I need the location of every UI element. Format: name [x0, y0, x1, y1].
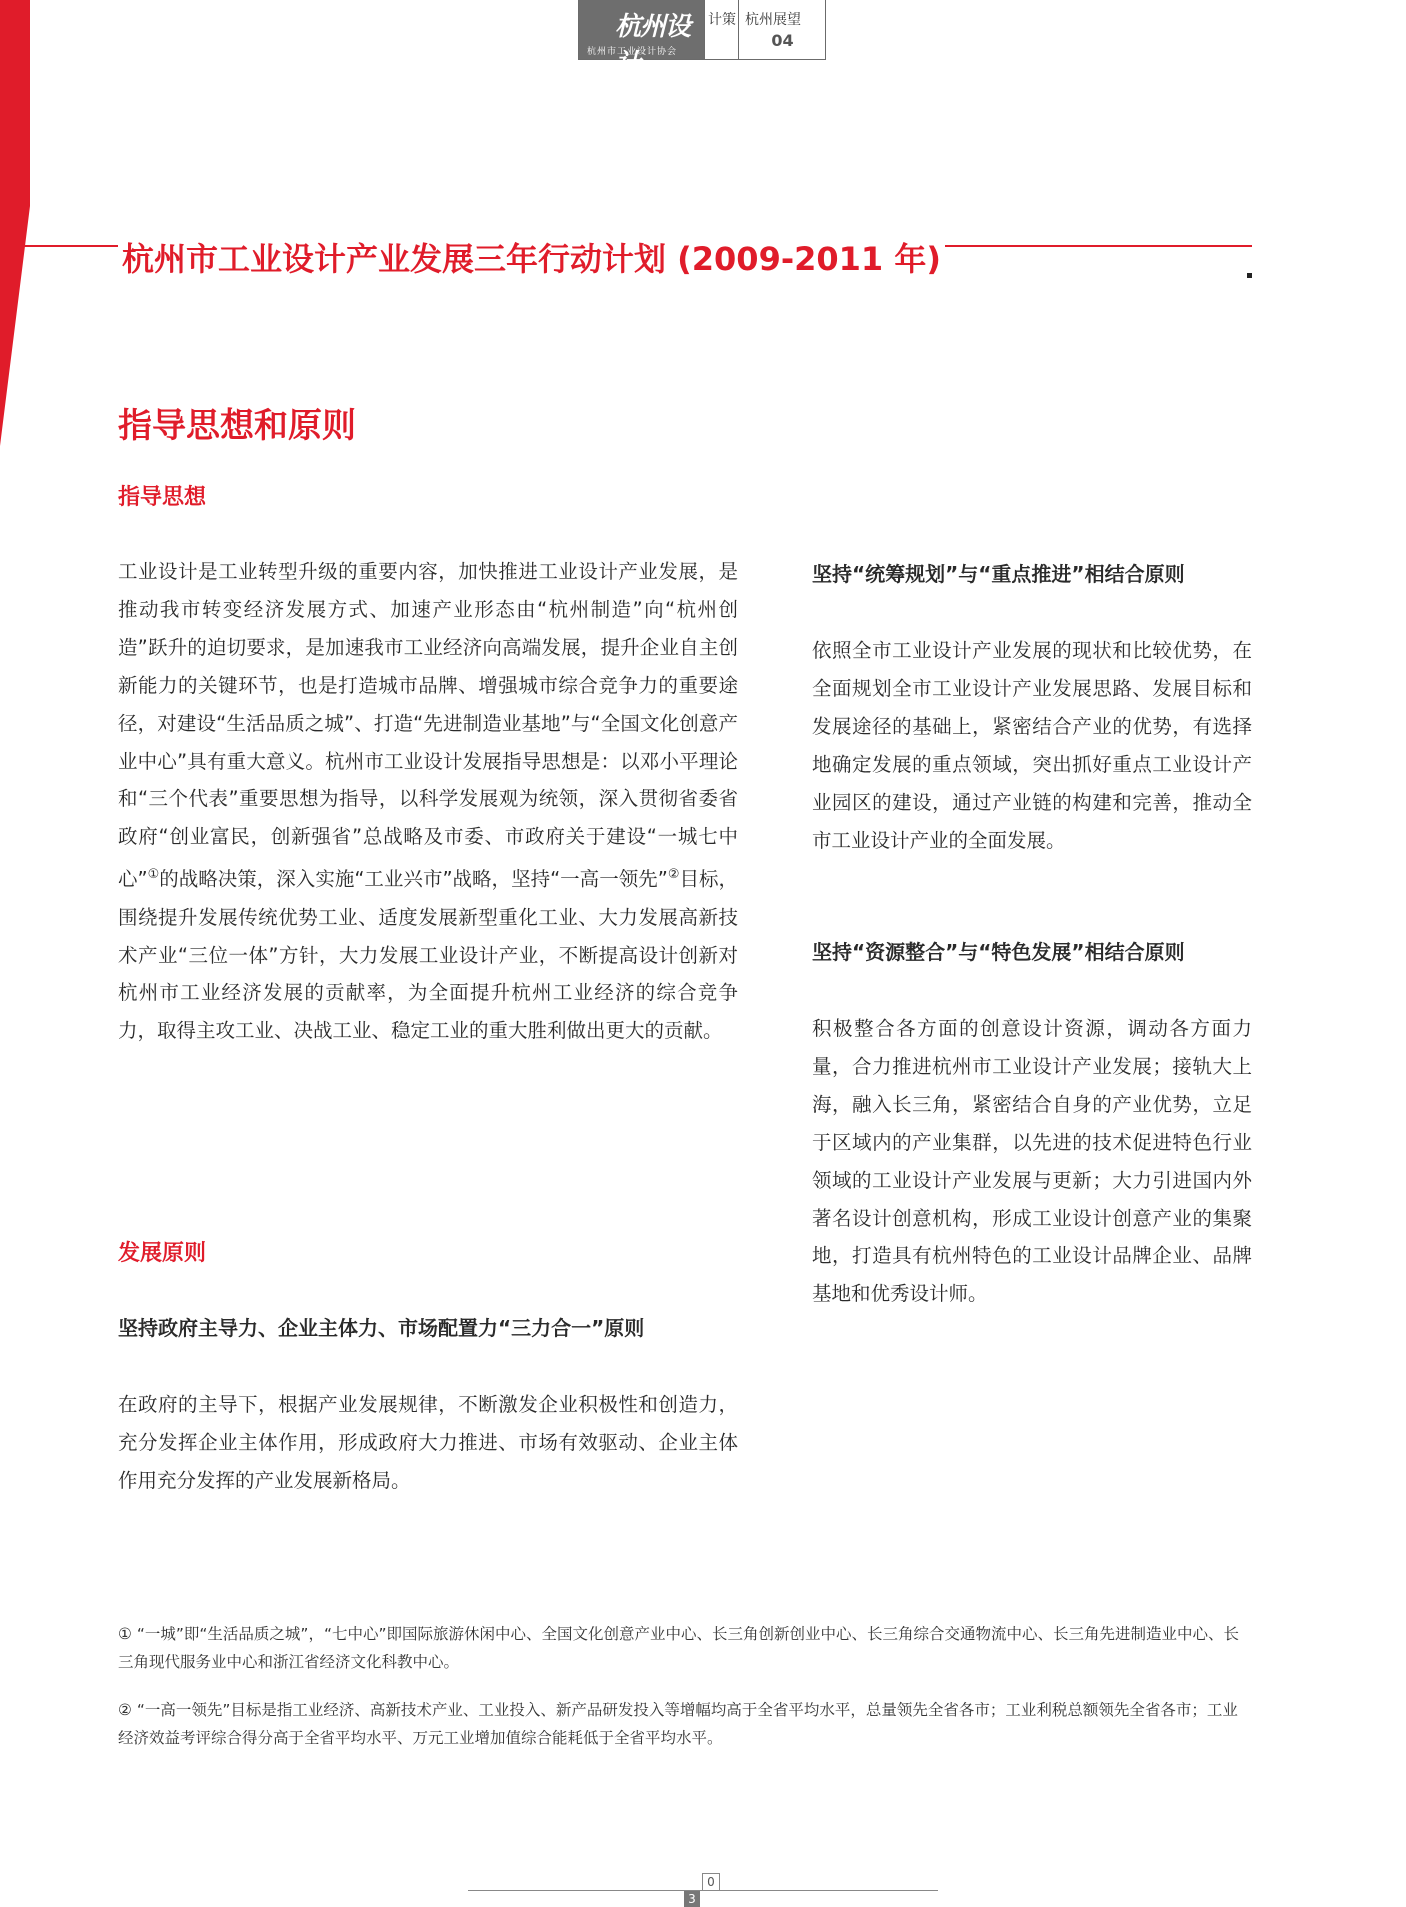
page-number-digit-1: 0 [702, 1873, 720, 1891]
principle-1-title: 坚持政府主导力、企业主体力、市场配置力“三力合一”原则 [118, 1316, 645, 1340]
magazine-logo [579, 0, 704, 79]
header-column-label [704, 0, 739, 59]
section-title: 指导思想和原则 [118, 406, 356, 446]
issue-number: 04 [771, 31, 794, 50]
principle-3-text: 积极整合各方面的创意设计资源，调动各方面力量，合力推进杭州市工业设计产业发展；接轨大上海，融入长三角，紧密结合自身的产业优势，立足于区域内的产业集群，以先进的技术促进特色行业领域的工业设计产业发展与更新；大力引进国内外著名设计创意机构，形成工业设计创意产业的集聚地，打造具有杭州特色的工业设计品牌企业、品牌基地和优秀设计师。 [812, 1017, 1252, 1306]
principle-1-text: 在政府的主导下，根据产业发展规律，不断激发企业积极性和创造力，充分发挥企业主体作用，形成政府大力推进、市场有效驱动、企业主体作用充分发挥的产业发展新格局。 [118, 1393, 738, 1492]
principle-2-title: 坚持“统筹规划”与“重点推进”相结合原则 [812, 562, 1185, 586]
principle-3-title: 坚持“资源整合”与“特色发展”相结合原则 [812, 940, 1185, 964]
guiding-text-part3: 目标，围绕提升发展传统优势工业、适度发展新型重化工业、大力发展高新技术产业“三位一体”方针，大力发展工业设计产业，不断提高设计创新对杭州市工业经济发展的贡献率，为全面提升杭州工业经济的综合竞争力，取得主攻工业、决战工业、稳定工业的重大胜利做出更大的贡献。 [118, 867, 738, 1043]
guiding-text-part1: 工业设计是工业转型升级的重要内容，加快推进工业设计产业发展，是推动我市转变经济发展方式、加速产业形态由“杭州制造”向“杭州创造”跃升的迫切要求，是加速我市工业经济向高端发展，提升企业自主创新能力的关键环节，也是打造城市品牌、增强城市综合竞争力的重要途径，对建设“生活品质之城”、打造“先进制造业基地”与“全国文化创意产业中心”具有重大意义。杭州市工业设计发展指导思想是：以邓小平理论和“三个代表”重要思想为指导，以科学发展观为统领，深入贯彻省委省政府“创业富民，创新强省”总战略及市委、市政府关于建设“一城七中心” [118, 560, 738, 891]
red-corner-bar [0, 0, 30, 206]
document-title: 杭州市工业设计产业发展三年行动计划 (2009-2011 年) [118, 234, 945, 280]
logo-subtitle: 杭州市工业设计协会 [587, 47, 678, 57]
footnote-ref-1: ① [147, 867, 160, 883]
guiding-heading: 指导思想 [118, 485, 207, 510]
principles-heading: 发展原则 [118, 1241, 207, 1266]
principle-2-text: 依照全市工业设计产业发展的现状和比较优势，在全面规划全市工业设计产业发展思路、发展目标和发展途径的基础上，紧密结合产业的优势，有选择地确定发展的重点领域，突出抓好重点工业设计产业园区的建设，通过产业链的构建和完善，推动全市工业设计产业的全面发展。 [812, 639, 1252, 852]
footnote-2: ② “一高一领先”目标是指工业经济、高新技术产业、工业投入、新产品研发投入等增幅均高于全省平均水平，总量领先全省各市；工业利税总额领先全省各市；工业经济效益考评综合得分高于全省平均水平、万元工业增加值综合能耗低于全省平均水平。 [118, 1701, 1238, 1747]
footnote-1: ① “一城”即“生活品质之城”，“七中心”即国际旅游休闲中心、全国文化创意产业中心、长三角创新创业中心、长三角综合交通物流中心、长三角先进制造业中心、长三角现代服务业中心和浙江省经济文化科教中心。 [118, 1625, 1240, 1671]
page-header [578, 0, 826, 79]
header-section-box [738, 0, 826, 59]
column-label: 计策 [708, 12, 736, 28]
red-corner-wedge [0, 206, 30, 446]
logo-text: 杭州设计 [615, 12, 691, 79]
guiding-paragraph [118, 553, 738, 1050]
section-label: 杭州展望 [745, 12, 801, 28]
page-number-digit-2: 3 [684, 1891, 700, 1907]
title-rule-end-dot [1247, 273, 1252, 278]
footnote-ref-2: ② [667, 867, 680, 883]
guiding-text-part2: 的战略决策，深入实施“工业兴市”战略，坚持“一高一领先” [159, 867, 668, 891]
